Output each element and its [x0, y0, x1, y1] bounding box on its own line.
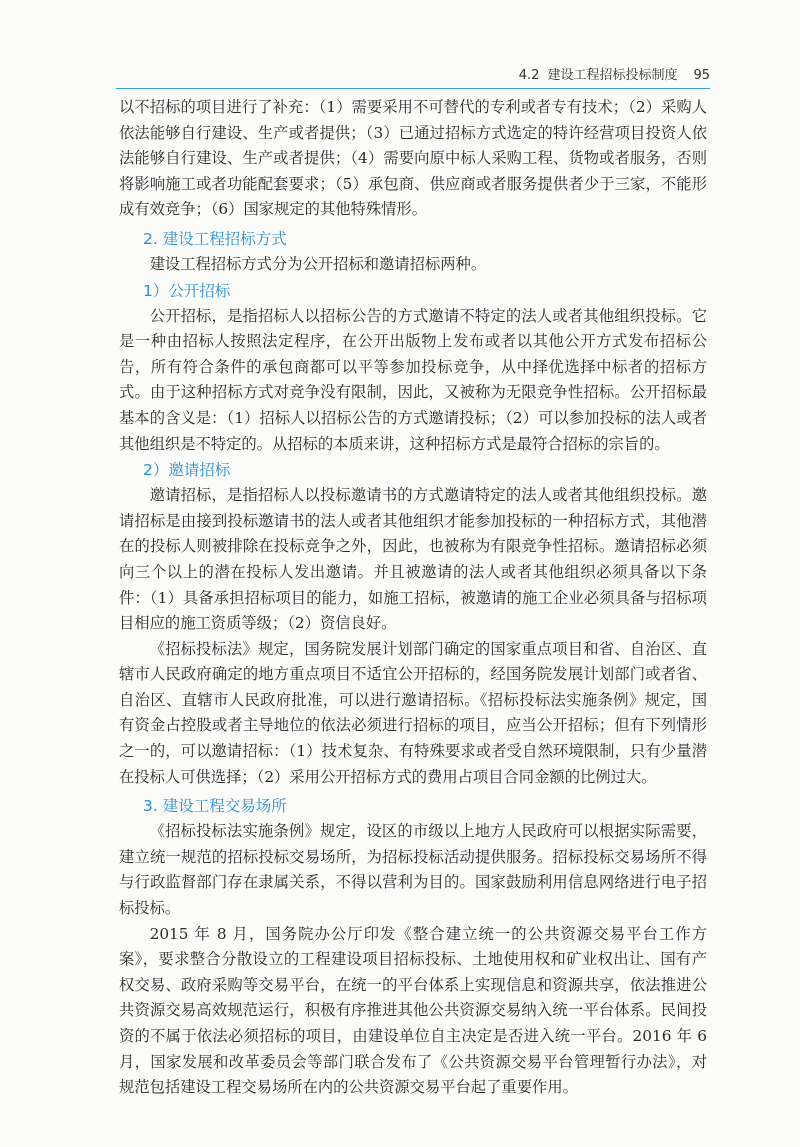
heading-bidding-methods: 2. 建设工程招标方式	[143, 229, 287, 248]
paragraph-open-bidding: 公开招标，是指招标人以招标公告的方式邀请不特定的法人或者其他组织投标。它是一种由招标人按照法定程序，在公开出版物上发布或者以其他公开方式发布招标公告，所有符合条件的承包商都可以平等参加投标竞争，从中择优选择中标者的招标方式。由于这种招标方式对竞争没有限制，因此，又被称为无限竞争性招标。公开招标最基本的含义是：（1）招标人以招标公告的方式邀请投标；（2）可以参加投标的法人或者其他组织是不特定的。从招标的本质来讲，这种招标方式是最符合招标的宗旨的。	[119, 306, 707, 453]
heading-open-bidding: 1）公开招标	[143, 281, 231, 300]
heading-trading-venue: 3. 建设工程交易场所	[143, 797, 287, 816]
paragraph-public-resources: 2015 年 8 月，国务院办公厅印发《整合建立统一的公共资源交易平台工作方案》，要求整合分散设立的工程建设项目招标投标、土地使用权和矿业权出让、国有产权交易、政府采购等交易平台，在统一的平台体系上实现信息和资源共享，依法推进公共资源交易高效规范运行，积极有序推进其他公共资源交易纳入统一平台体系。民间投资的不属于依法必须招标的项目，由建设单位自主决定是否进入统一平台。2016 年 6 月，国家发展和改革委员会等部门联合发布了《公共资源交易平台管理暂行办法》，对规范包括建设工程交易场所在内的公共资源交易平台起了重要作用。	[119, 924, 707, 1097]
page-content	[119, 95, 707, 1101]
paragraph-methods-intro: 建设工程招标方式分为公开招标和邀请招标两种。	[149, 254, 487, 273]
heading-invited-bidding: 2）邀请招标	[143, 461, 231, 480]
paragraph-law-provisions: 《招标投标法》规定，国务院发展计划部门确定的国家重点项目和省、自治区、直辖市人民政府确定的地方重点项目不适宜公开招标的，经国务院发展计划部门或者省、自治区、直辖市人民政府批准，可以进行邀请招标。《招标投标法实施条例》规定，国有资金占控股或者主导地位的依法必须进行招标的项目，应当公开招标；但有下列情形之一的，可以邀请招标：（1）技术复杂、有特殊要求或者受自然环境限制，只有少量潜在投标人可供选择；（2）采用公开招标方式的费用占项目合同金额的比例过大。	[119, 639, 707, 786]
running-header	[116, 60, 710, 89]
header-text	[519, 64, 710, 83]
section-number: 4.2	[518, 68, 540, 83]
paragraph-trading-venue: 《招标投标法实施条例》规定，设区的市级以上地方人民政府可以根据实际需要，建立统一规范的招标投标交易场所，为招标投标活动提供服务。招标投标交易场所不得与行政监督部门存在隶属关系，不得以营利为目的。国家鼓励利用信息网络进行电子招标投标。	[119, 822, 707, 918]
section-title: 建设工程招标投标制度	[547, 68, 678, 83]
paragraph-continued: 以不招标的项目进行了补充：（1）需要采用不可替代的专利或者专有技术；（2）采购人依法能够自行建设、生产或者提供；（3）已通过招标方式选定的特许经营项目投资人依法能够自行建设、生产或者提供；（4）需要向原中标人采购工程、货物或者服务，否则将影响施工或者功能配套要求；（5）承包商、供应商或者服务提供者少于三家，不能形成有效竞争；（6）国家规定的其他特殊情形。	[119, 98, 707, 219]
paragraph-invited-bidding: 邀请招标，是指招标人以投标邀请书的方式邀请特定的法人或者其他组织投标。邀请招标是由接到投标邀请书的法人或者其他组织才能参加投标的一种招标方式，其他潜在的投标人则被排除在投标竞争之外，因此，也被称为有限竞争性招标。邀请招标必须向三个以上的潜在投标人发出邀请。并且被邀请的法人或者其他组织必须具备以下条件：（1）具备承担招标项目的能力，如施工招标，被邀请的施工企业必须具备与招标项目相应的施工资质等级；（2）资信良好。	[119, 486, 707, 633]
page-number: 95	[693, 68, 710, 83]
